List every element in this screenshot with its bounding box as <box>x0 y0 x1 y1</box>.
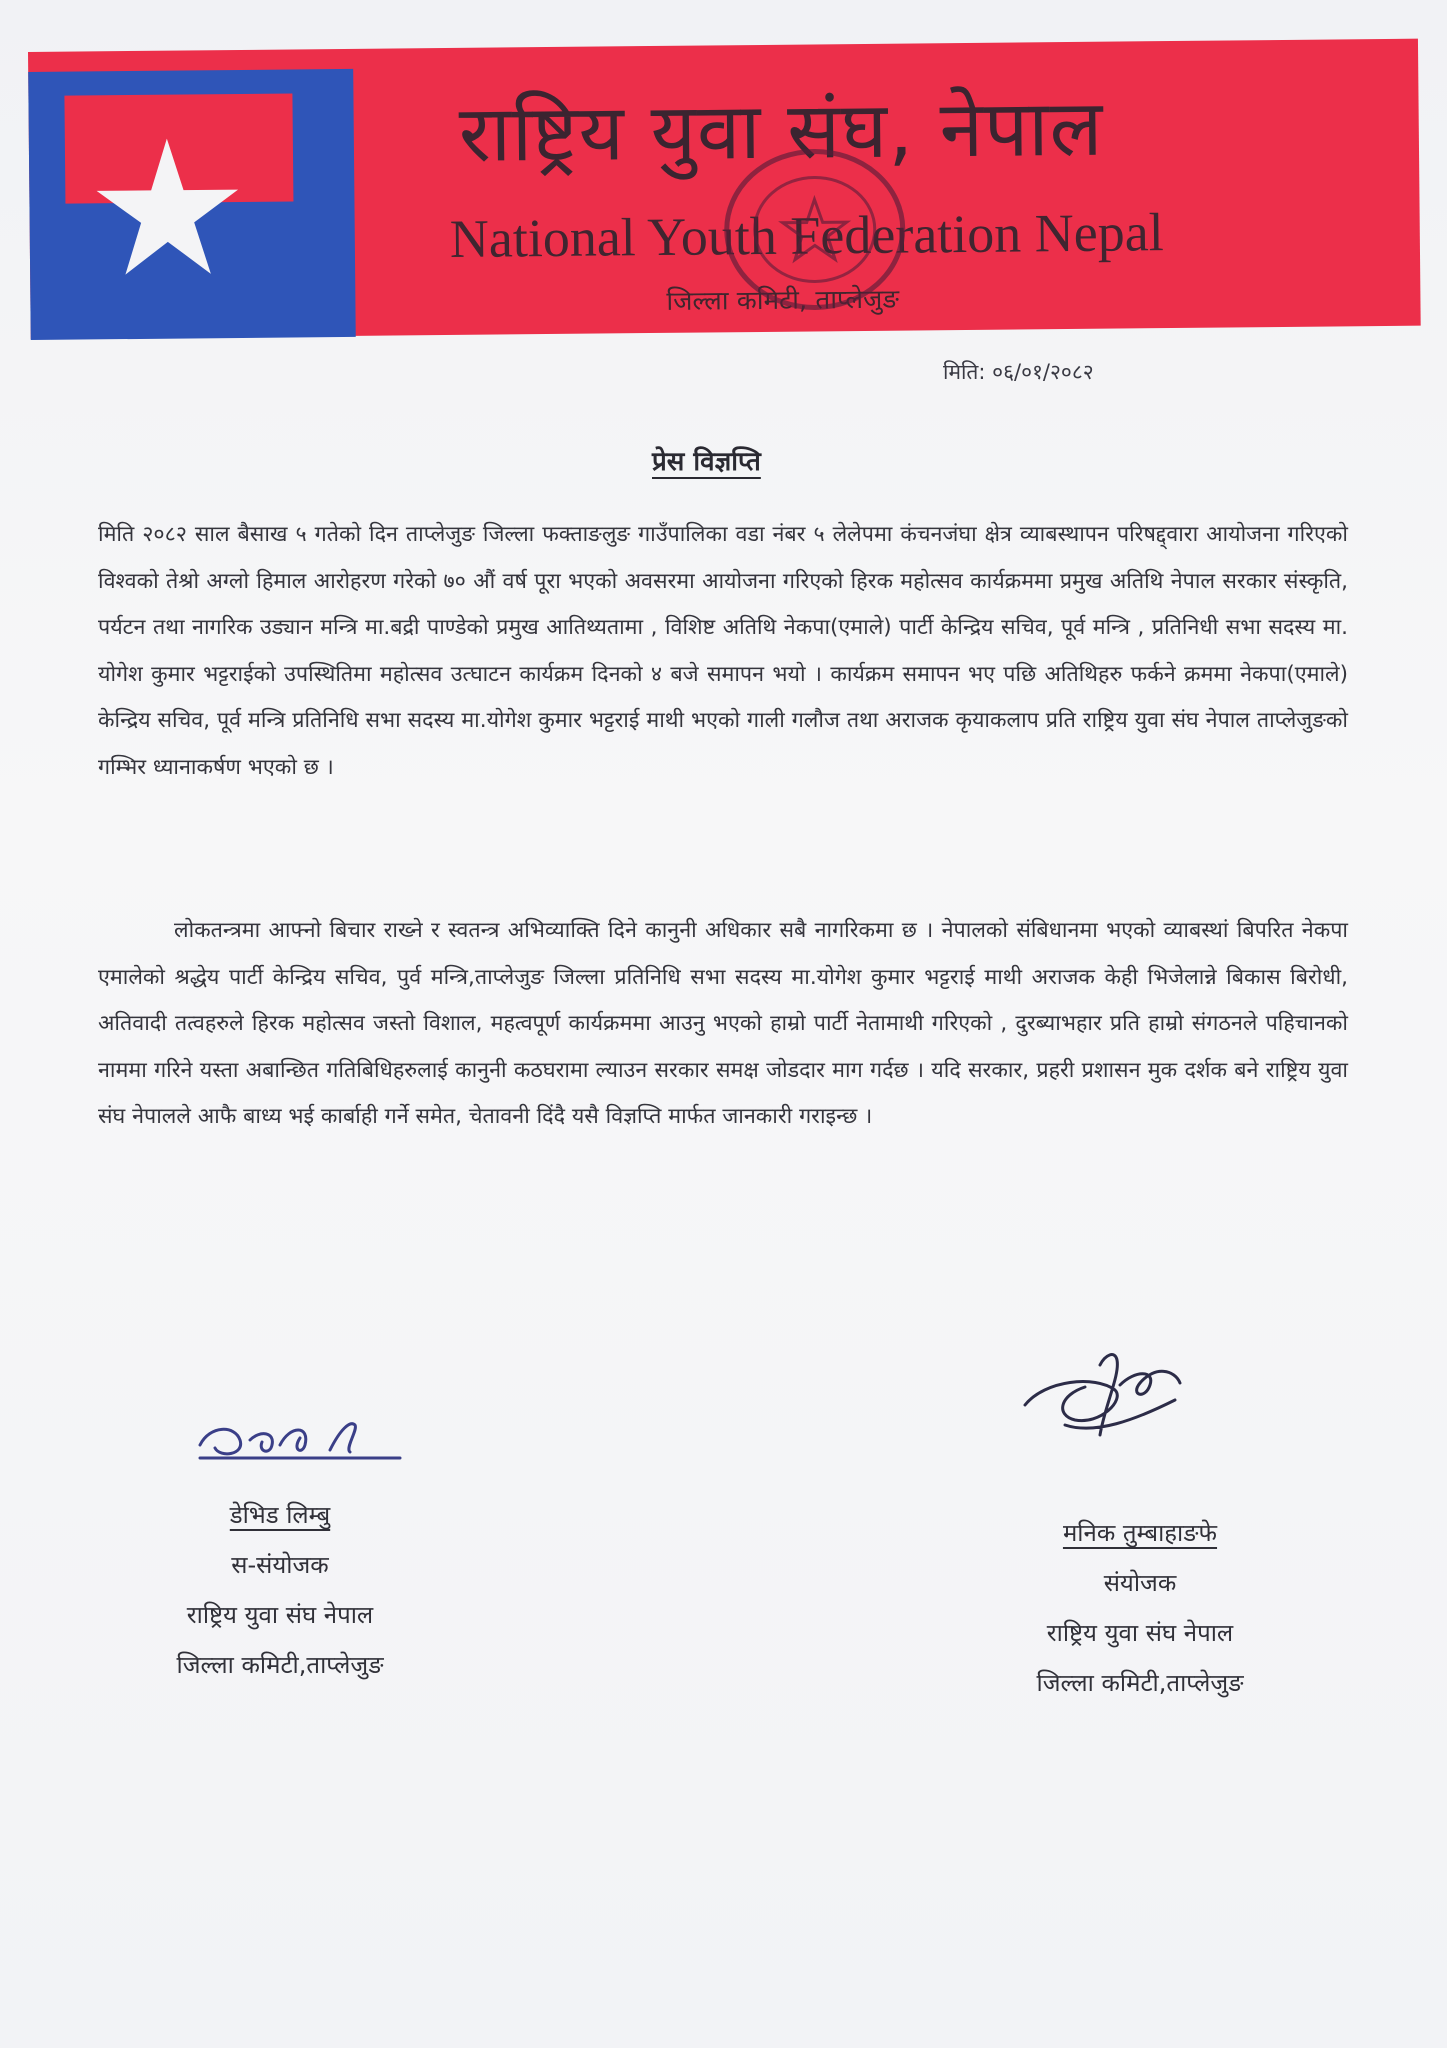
signatory-right-org: राष्ट्रिय युवा संघ नेपाल <box>1046 1619 1234 1647</box>
signatory-left-org: राष्ट्रिय युवा संघ नेपाल <box>186 1601 374 1629</box>
signatory-right-committee: जिल्ला कमिटी,ताप्लेजुङ <box>1036 1669 1244 1697</box>
star-icon <box>92 138 243 279</box>
letterhead-banner <box>28 39 1421 339</box>
release-date: मिति: ०६/०१/२०८२ <box>943 360 1094 384</box>
flag-emblem <box>28 69 356 340</box>
signatory-left-name: डेभिड लिम्बु <box>229 1501 331 1529</box>
document-title: प्रेस विज्ञप्ति <box>652 447 761 477</box>
org-name-nepali: राष्ट्रिय युवा संघ, नेपाल <box>458 83 1104 180</box>
committee-subtitle: जिल्ला कमिटी, ताप्लेजुङ <box>666 284 900 317</box>
org-name-english: National Youth Federation Nepal <box>449 202 1164 269</box>
signatory-right-name: मनिक तुम्बाहाङफे <box>1062 1519 1218 1547</box>
seal-stamp <box>719 144 911 316</box>
signatory-right-role: संयोजक <box>1103 1569 1177 1597</box>
signatory-left <box>120 1490 440 1690</box>
body-paragraph-2: लोकतन्त्रमा आफ्नो बिचार राख्ने र स्वतन्त्र अभिव्याक्ति दिने कानुनी अधिकार सबै नागरिकमा छ । नेपालको संबिधानमा भएको व्याबस्थां बिपरित नेकपा एमालेको श्रद्धेय पार्टी केन्द्रिय सचिव, पुर्व मन्त्रि,ताप्लेजुङ जिल्ला प्रतिनिधि सभा सदस्य मा.योगेश कुमार भट्टराई माथी अराजक केही भिजेलान्ने बिकास बिरोधी, अतिवादी तत्वहरुले हिरक महोत्सव जस्तो विशाल, महत्वपूर्ण कार्यक्रममा आउनु भएको हाम्रो पार्टी नेतामाथी गरिएको , दुरब्याभहार प्रति हाम्रो संगठनले पहिचानको नाममा गरिने यस्ता अबान्छित गतिबिधिहरुलाई कानुनी कठघरामा ल्याउन सरकार समक्ष जोडदार माग गर्दछ । यदि सरकार, प्रहरी प्रशासन मुक दर्शक बने राष्ट्रिय युवा संघ नेपालले आफै बाध्य भई कार्बाही गर्ने समेत, चेतावनी दिंदै यसै विज्ञप्ति मार्फत जानकारी गराइन्छ । <box>98 918 1348 1129</box>
signature-left <box>180 1400 420 1470</box>
body-paragraph-1: मिति २०८२ साल बैसाख ५ गतेको दिन ताप्लेजुङ जिल्ला फक्ताङलुङ गाउँपालिका वडा नंबर ५ लेलेपमा कंचनजंघा क्षेत्र व्याबस्थापन परिषद्द्वारा आयोजना गरिएको विश्वको तेश्रो अग्लो हिमाल आरोहरण गरेको ७० औं वर्ष पूरा भएको अवसरमा आयोजना गरिएको हिरक महोत्सव कार्यक्रममा प्रमुख अतिथि नेपाल सरकार संस्कृति, पर्यटन तथा नागरिक उड्यान मन्त्रि मा.बद्री पाण्डेको प्रमुख आतिथ्यतामा , विशिष्ट अतिथि नेकपा(एमाले) पार्टी केन्द्रिय सचिव, पूर्व मन्त्रि , प्रतिनिधी सभा सदस्य मा. योगेश कुमार भट्टराईको उपस्थितिमा महोत्सव उत्घाटन कार्यक्रम दिनको ४ बजे समापन भयो । कार्यक्रम समापन भए पछि अतिथिहरु फर्कने क्रममा नेकपा(एमाले) केन्द्रिय सचिव, पूर्व मन्त्रि प्रतिनिधि सभा सदस्य मा.योगेश कुमार भट्टराई माथी भएको गाली गलौज तथा अराजक कृयाकलाप प्रति राष्ट्रिय युवा संघ नेपाल ताप्लेजुङको गम्भिर ध्यानाकर्षण भएको छ । <box>98 522 1348 780</box>
signatory-left-committee: जिल्ला कमिटी,ताप्लेजुङ <box>176 1651 384 1679</box>
signature-right <box>1005 1325 1205 1465</box>
signatory-right <box>975 1508 1305 1708</box>
signatory-left-role: स-संयोजक <box>231 1551 329 1579</box>
